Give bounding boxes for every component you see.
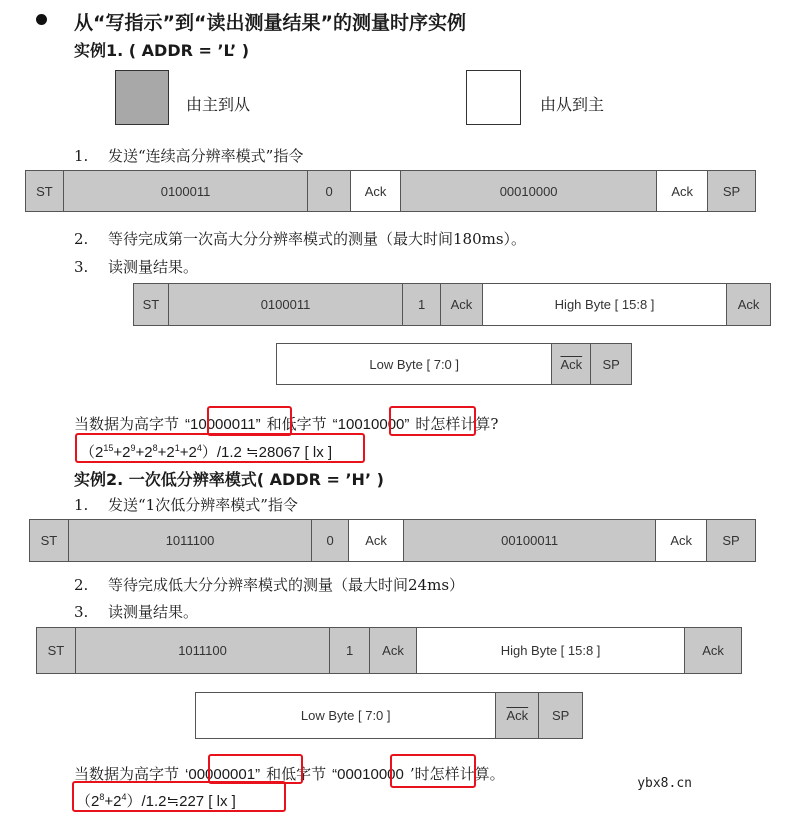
bullet-icon (36, 14, 47, 25)
frame-start: ST (26, 171, 64, 211)
example2-formula: $(2^8+2^4)/1.2≒227$ [ lx ] (76, 792, 236, 810)
frame-ack: Ack (351, 171, 401, 211)
example2-frame1 (29, 519, 756, 562)
frame-ack: Ack (685, 628, 741, 673)
step-number: 2. (74, 230, 89, 248)
highlight-box (208, 754, 303, 784)
example2-step1 (74, 494, 298, 515)
step-text: 读测量结果。 (108, 258, 199, 276)
high-byte-value: “10000011” (185, 416, 261, 433)
frame-stop: SP (708, 171, 755, 211)
legend-master-label: 由主到从 (186, 95, 251, 114)
frame-high-byte: High Byte [ 15:8 ] (483, 284, 727, 325)
example1-frame2 (133, 283, 771, 326)
frame-ack: Ack (441, 284, 483, 325)
frame-stop: SP (539, 693, 582, 738)
frame-rw-bit: 0 (312, 520, 349, 561)
watermark: ybx8.cn (637, 776, 692, 791)
question-prefix: 当数据为高字节 (74, 415, 180, 433)
frame-low-byte: Low Byte [ 7:0 ] (196, 693, 496, 738)
example1-frame3 (276, 343, 632, 385)
example2-frame3 (195, 692, 583, 739)
frame-rw-bit: 1 (330, 628, 370, 673)
step-number: 3. (74, 258, 89, 276)
frame-instruction: 00100011 (404, 520, 656, 561)
frame-high-byte: High Byte [ 15:8 ] (417, 628, 685, 673)
frame-instruction: 00010000 (401, 171, 657, 211)
frame-stop: SP (707, 520, 755, 561)
step-text: 读测量结果。 (108, 603, 199, 621)
low-byte-value: “00010000 (332, 766, 404, 783)
step-number: 2. (74, 576, 89, 594)
frame-address: 0100011 (169, 284, 403, 325)
question-mid: 和低字节 (266, 765, 327, 783)
frame-ack: Ack (349, 520, 404, 561)
formula-result: /1.2≒227 [ lx ] (141, 793, 236, 810)
step-number: 1. (74, 496, 89, 514)
frame-ack: Ack (657, 171, 708, 211)
legend-master-swatch (115, 70, 169, 125)
highlight-box (75, 433, 365, 463)
formula-result: /1.2 ≒28067 [ lx ] (216, 444, 333, 461)
frame-stop: SP (591, 344, 631, 384)
example1-step3 (74, 256, 198, 277)
step-text: 等待完成第一次高大分分辨率模式的测量（最大时间180ms）。 (108, 230, 527, 248)
step-text: 发送“连续高分辨率模式”指令 (108, 147, 304, 165)
frame-ack: Ack (656, 520, 707, 561)
example2-step2 (74, 574, 464, 595)
frame-low-byte: Low Byte [ 7:0 ] (277, 344, 552, 384)
highlight-box (390, 754, 476, 788)
question-suffix: ’时怎样计算。 (409, 765, 505, 783)
example1-heading: 实例1. ( ADDR = ’L’ ) (74, 41, 250, 60)
step-text: 发送“1次低分辨率模式”指令 (108, 496, 298, 514)
highlight-box (389, 406, 476, 436)
frame-address: 0100011 (64, 171, 308, 211)
example1-step2 (74, 228, 526, 249)
legend-slave-label: 由从到主 (540, 95, 605, 114)
frame-address: 1011100 (69, 520, 312, 561)
example2-heading: 实例2. 一次低分辨率模式( ADDR = ’H’ ) (74, 470, 384, 489)
low-byte-value: “10010000” (332, 416, 410, 433)
frame-address: 1011100 (76, 628, 330, 673)
step-number: 3. (74, 603, 89, 621)
frame-rw-bit: 1 (403, 284, 441, 325)
frame-nack: $\overline{Ack}$ (496, 693, 539, 738)
step-number: 1. (74, 147, 89, 165)
frame-ack: Ack (727, 284, 770, 325)
frame-start: ST (134, 284, 169, 325)
example1-step1 (74, 145, 303, 166)
example1-formula: $(2^{15}+2^9+2^8+2^1+2^4)/1.2$ ≒28067 [ lx ] (80, 443, 333, 461)
example1-frame1 (25, 170, 756, 212)
question-prefix: 当数据为高字节 (74, 765, 180, 783)
highlight-box (207, 406, 292, 436)
legend-slave-swatch (466, 70, 521, 125)
frame-rw-bit: 0 (308, 171, 351, 211)
frame-start: ST (37, 628, 76, 673)
highlight-box (72, 781, 286, 812)
example2-frame2 (36, 627, 742, 674)
question-suffix: 时怎样计算? (415, 415, 499, 433)
question-mid: 和低字节 (266, 415, 327, 433)
high-byte-value: ‘00000001” (185, 766, 261, 783)
frame-ack: Ack (370, 628, 417, 673)
frame-start: ST (30, 520, 69, 561)
step-text: 等待完成低大分分辨率模式的测量（最大时间24ms） (108, 576, 465, 594)
page-title: 从“写指示”到“读出测量结果”的测量时序实例 (74, 12, 466, 34)
frame-nack: $\overline{Ack}$ (552, 344, 591, 384)
example2-step3 (74, 601, 198, 622)
